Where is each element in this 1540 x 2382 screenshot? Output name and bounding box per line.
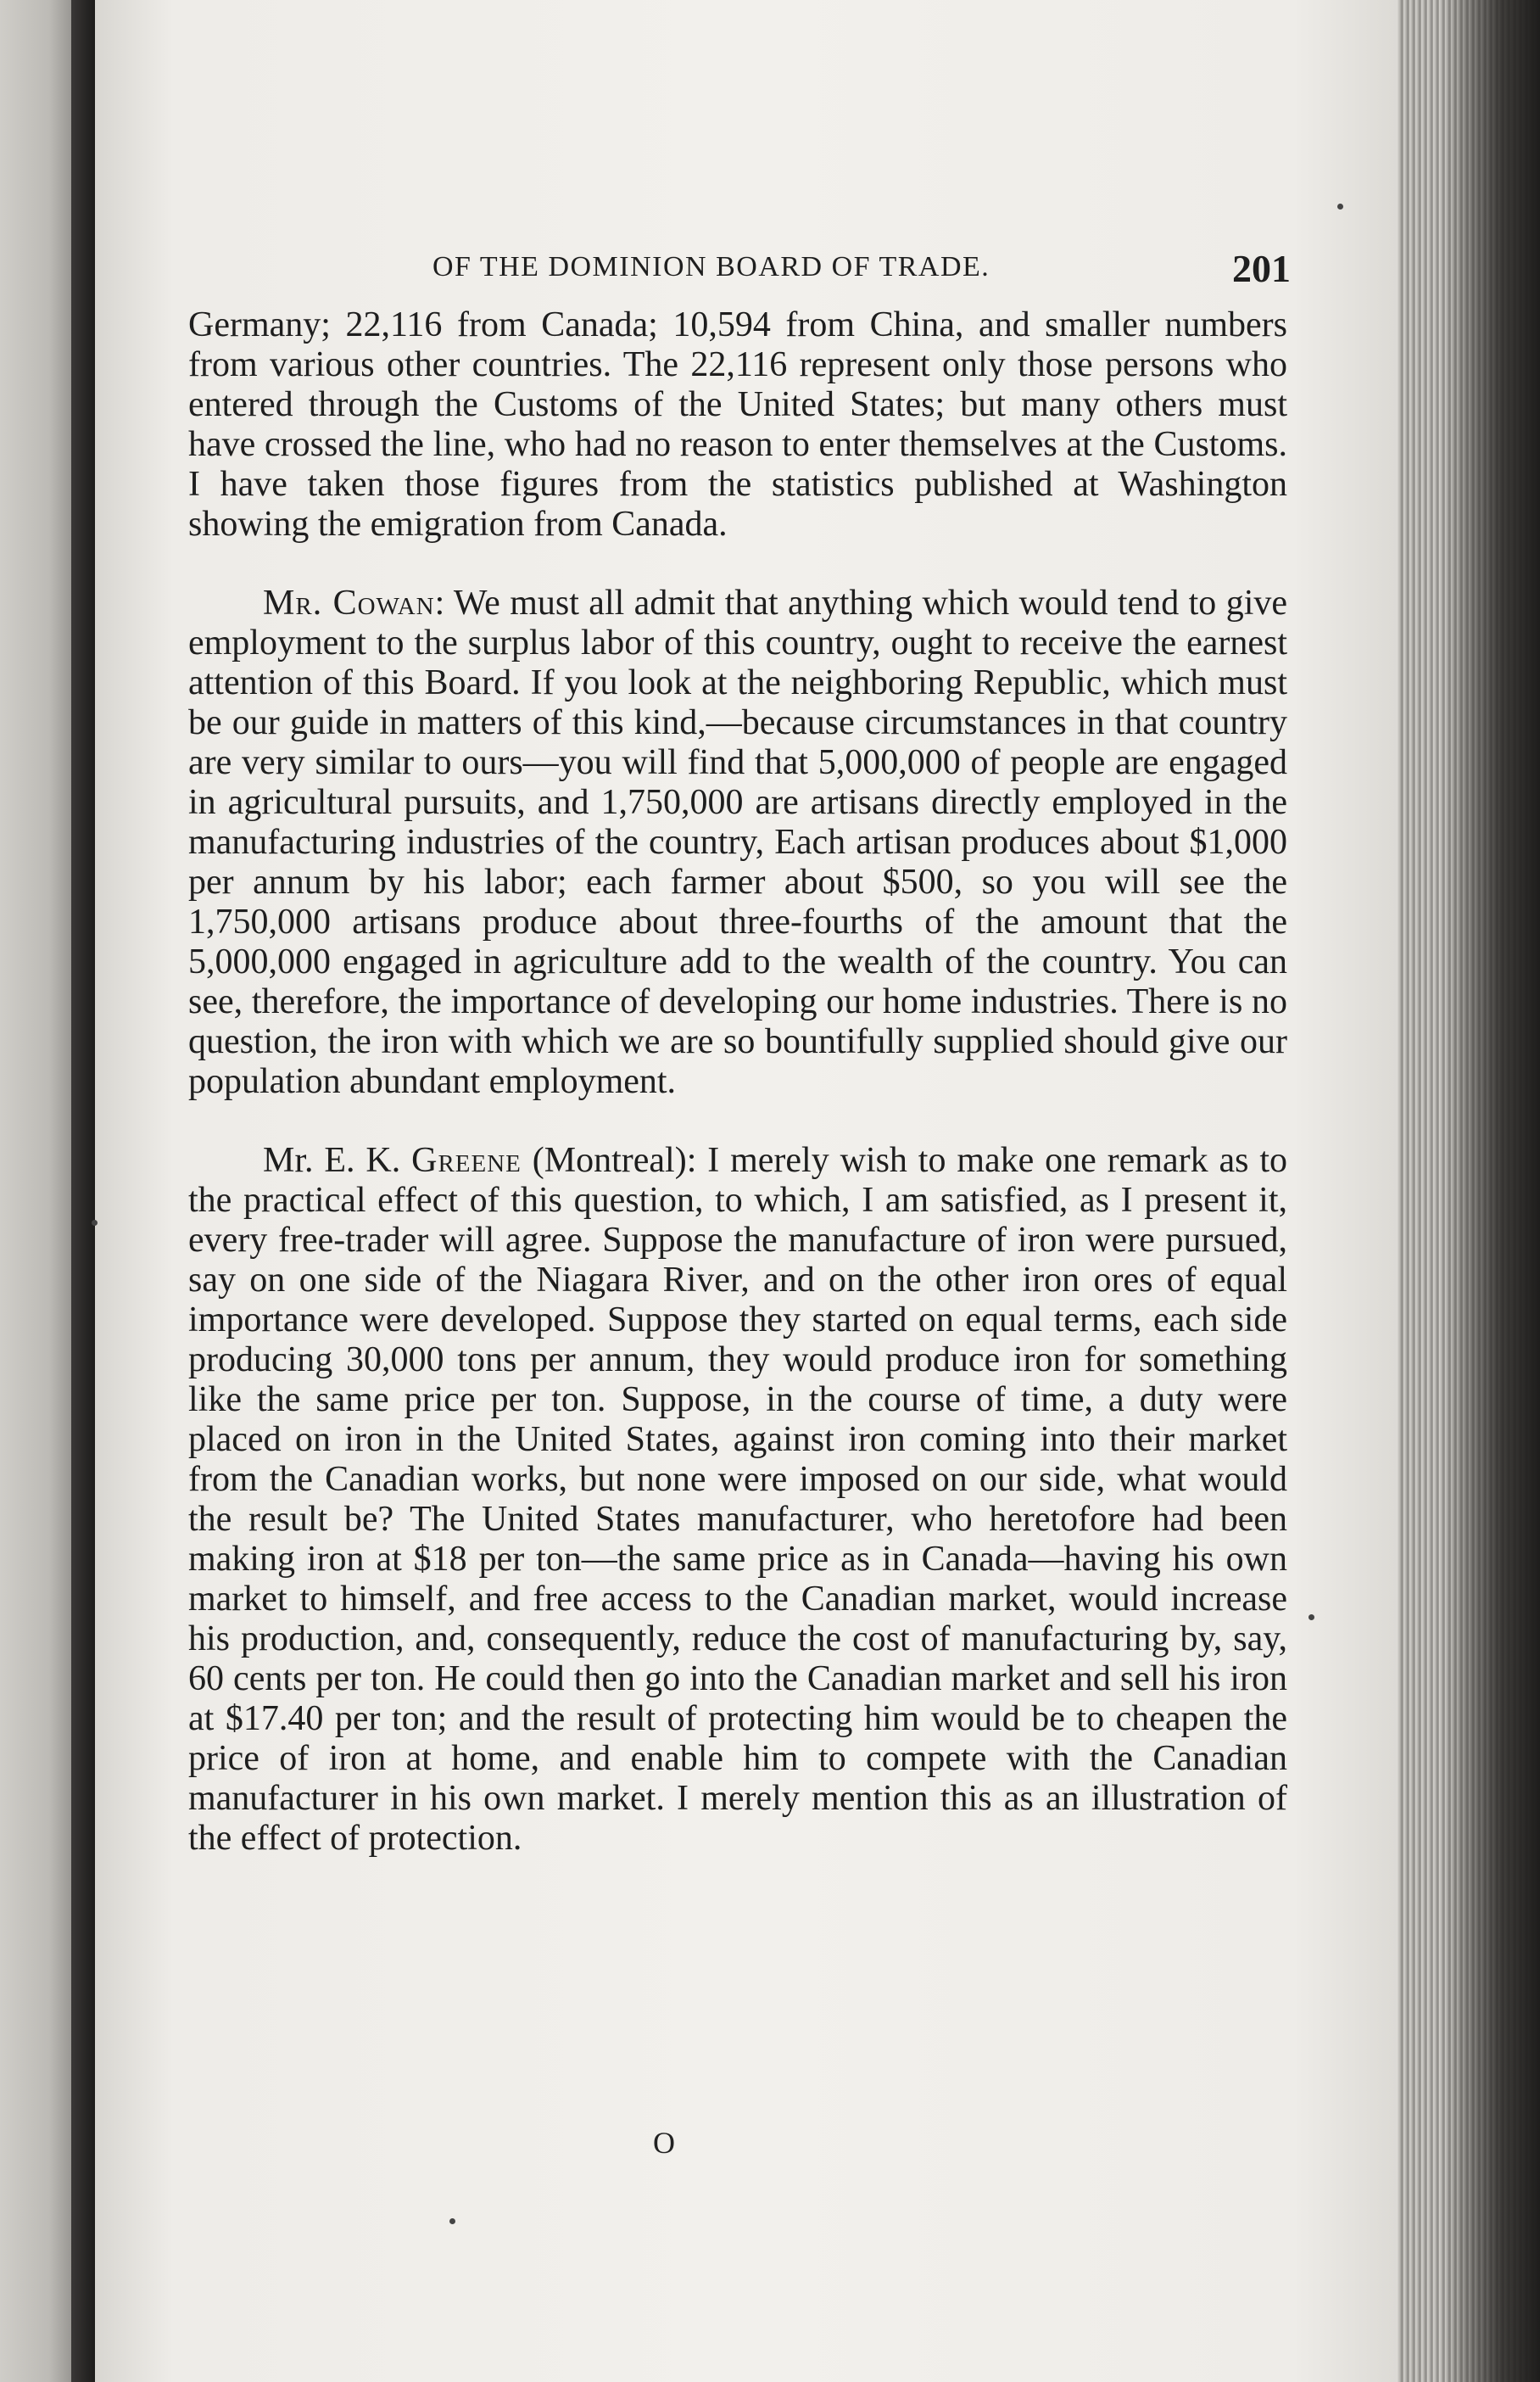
page-number: 201	[1232, 247, 1291, 290]
running-title: OF THE DOMINION BOARD OF TRADE.	[432, 251, 990, 282]
speech-text: : I merely wish to make one remark as to the practical effect of this question, to which, I am satisfied, as I present it, every free-trader will agree. Suppose the manufacture of iron were pursued, say on one side of the Niagara River, and on the other iron ores of equal importance were developed. Suppose they started on equal terms, each side producing 30,000 tons per annum, they would produce iron for something like the same price per ton. Suppose, in the course of time, a duty were placed on iron in the United States, against iron coming into their market from the Canadian works, but none were imposed on our side, what would the result be? The United States manufacturer, who heretofore had been making iron at $18 per ton—the same price as in Canada—having his own market to himself, and free access to the Canadian market, would increase his production, and, consequently, reduce the cost of manufacturing by, say, 60 cents per ton. He could then go into the Canadian market and sell his iron at $17.40 per ton; and the result of protecting him would be to cheapen the price of iron at home, and enable him to compete with the Canadian manufacturer in his own market. I merely mention this as an illustration of the effect of protection.	[188, 1141, 1288, 1858]
paragraph-cowan	[188, 584, 1287, 1102]
paragraph-continued: Germany; 22,116 from Canada; 10,594 from China, and smaller numbers from various other countries. The 22,116 represent only those persons who entered through the Customs of the United States; but many others must have crossed the line, who had no reason to enter themselves at the Customs. I have taken those figures from the statistics published at Washington showing the emigration from Canada.	[188, 305, 1287, 544]
running-head	[254, 246, 1291, 297]
book-gutter	[71, 0, 95, 2382]
speech-text: : We must all admit that anything which would tend to give employment to the surplus labor of this country, ought to receive the earnest attention of this Board. If you look at the neighboring Republic, which must be our guide in matters of this kind,—because circumstances in that country are very similar to ours—you will find that 5,000,000 of people are engaged in agricultural pursuits, and 1,750,000 are artisans directly employed in the manufacturing industries of the country, Each artisan produces about $1,000 per annum by his labor; each farmer about $500, so you will see the 1,750,000 artisans produce about three-fourths of the amount that the 5,000,000 engaged in agriculture add to the wealth of the country. You can see, therefore, the importance of developing our home industries. There is no question, the iron with which we are so bountifully supplied should give our population abundant employment.	[188, 584, 1288, 1101]
paragraph-greene	[188, 1141, 1287, 1859]
speaker-name: Mr. Cowan	[263, 584, 435, 623]
body-text	[188, 305, 1287, 1859]
speaker-prefix: Mr. E. K.	[263, 1141, 412, 1180]
print-speck	[1308, 1614, 1314, 1620]
speaker-name: Greene	[411, 1141, 522, 1180]
facing-page-edge	[0, 0, 81, 2382]
page-stack-shadow	[1442, 0, 1540, 2382]
signature-mark: O	[653, 2126, 675, 2160]
speaker-affiliation: (Montreal)	[521, 1141, 687, 1180]
print-speck	[1337, 204, 1343, 210]
print-speck	[449, 2218, 455, 2224]
print-speck	[92, 1220, 98, 1226]
